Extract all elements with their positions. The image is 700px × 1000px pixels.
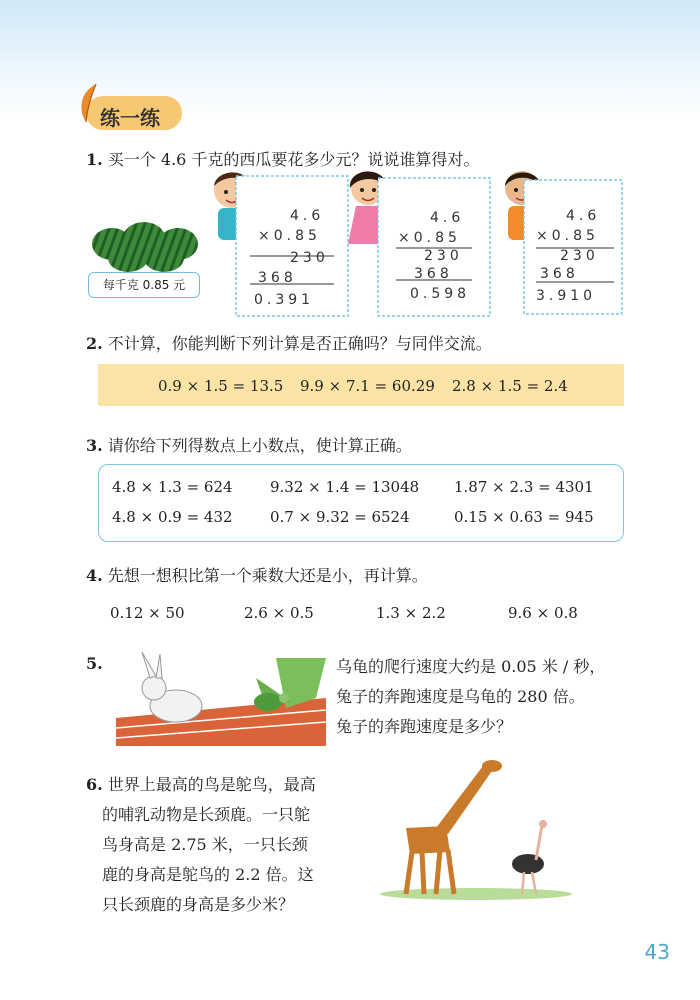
rabbit-turtle-race-illustration (116, 648, 326, 746)
text-line: 兔子的奔跑速度是多少？ (336, 717, 513, 736)
expression: 4.8 × 1.3 = 624 (112, 478, 233, 496)
question-text: 不计算，你能判断下列计算是否正确吗？与同伴交流。 (107, 334, 492, 353)
question-text: 买一个 4.6 千克的西瓜要花多少元？说说谁算得对。 (107, 150, 480, 169)
calc-c-line5: 3.910 (536, 288, 597, 304)
section-title: 练一练 (100, 106, 160, 130)
calc-a-line3: 230 (290, 250, 329, 266)
calc-c-line3: 230 (560, 248, 599, 264)
price-tag: 每千克 0.85 元 (88, 272, 200, 298)
expression: 0.9 × 1.5 = 13.5 (158, 377, 284, 395)
calc-c-line2: ×0.85 (536, 228, 599, 244)
text-line: 兔子的奔跑速度是乌龟的 280 倍。 (336, 687, 585, 706)
leaf-icon (76, 82, 102, 124)
calc-a-line1: 4.6 (290, 208, 325, 224)
expression: 2.6 × 0.5 (244, 604, 314, 622)
question-4 (86, 566, 428, 586)
question-number: 3. (86, 436, 103, 455)
question-number: 5. (86, 654, 103, 673)
calc-b-line5: 0.598 (410, 286, 471, 302)
calc-b-line3: 230 (424, 248, 463, 264)
question-5-text (336, 652, 605, 742)
text-line: 世界上最高的鸟是鸵鸟，最高 (107, 775, 316, 794)
calc-a-line2: ×0.85 (258, 228, 321, 244)
calc-b-line4: 368 (414, 266, 453, 282)
watermelons-illustration (88, 212, 208, 276)
calc-b-line1: 4.6 (430, 210, 465, 226)
giraffe-ostrich-illustration (376, 756, 576, 902)
expression: 4.8 × 0.9 = 432 (112, 508, 233, 526)
text-line: 鹿的身高是鸵鸟的 2.2 倍。这 (102, 865, 314, 884)
expressions-box (98, 464, 624, 542)
calc-a-line4: 368 (258, 270, 297, 286)
expression: 0.15 × 0.63 = 945 (454, 508, 594, 526)
expression: 9.32 × 1.4 = 13048 (270, 478, 420, 496)
text-line: 只长颈鹿的身高是多少米？ (102, 895, 295, 914)
page-number: 43 (644, 940, 670, 964)
calc-c-line4: 368 (540, 266, 579, 282)
question-number: 2. (86, 334, 103, 353)
question-2 (86, 334, 492, 354)
text-line: 乌龟的爬行速度大约是 0.05 米 / 秒， (336, 657, 606, 676)
expression: 9.6 × 0.8 (508, 604, 578, 622)
question-number: 6. (86, 775, 103, 794)
question-number: 1. (86, 150, 103, 169)
question-3 (86, 436, 412, 456)
text-line: 的哺乳动物是长颈鹿。一只鸵 (102, 805, 311, 824)
expression: 1.87 × 2.3 = 4301 (454, 478, 594, 496)
calc-a-line5: 0.391 (254, 292, 315, 308)
calc-c-line1: 4.6 (566, 208, 601, 224)
question-1 (86, 150, 479, 170)
expression: 0.7 × 9.32 = 6524 (270, 508, 410, 526)
question-6 (86, 770, 316, 920)
expression: 2.8 × 1.5 = 2.4 (452, 377, 568, 395)
calc-b-line2: ×0.85 (398, 230, 461, 246)
question-text: 请你给下列得数点上小数点，使计算正确。 (107, 436, 412, 455)
question-number: 4. (86, 566, 103, 585)
question-text: 先想一想积比第一个乘数大还是小，再计算。 (107, 566, 428, 585)
expression: 9.9 × 7.1 = 60.29 (300, 377, 435, 395)
text-line: 鸟身高是 2.75 米，一只长颈 (102, 835, 308, 854)
expression: 1.3 × 2.2 (376, 604, 446, 622)
expression: 0.12 × 50 (110, 604, 185, 622)
